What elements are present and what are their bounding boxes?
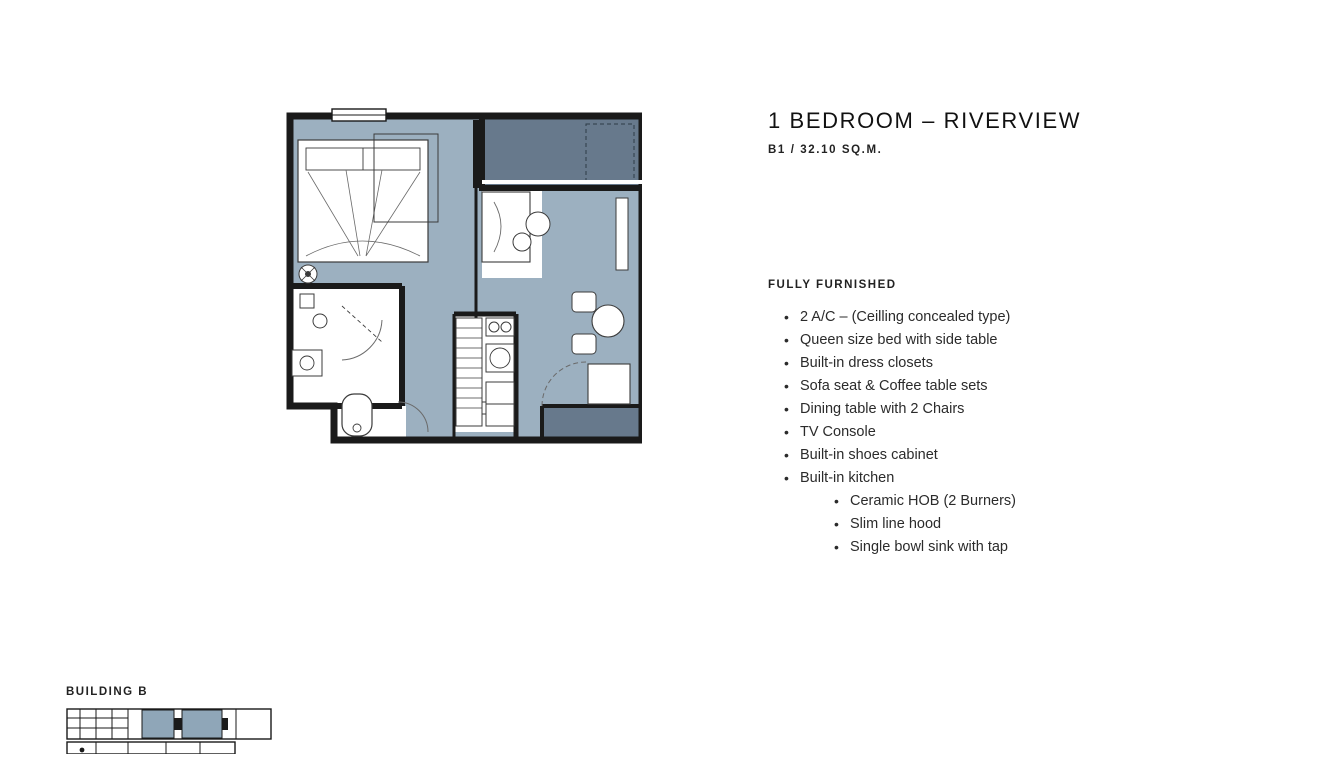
sub-list-item: • Single bowl sink with tap: [822, 536, 1292, 559]
unit-subtitle: B1 / 32.10 SQ.M.: [768, 144, 883, 156]
building-key-plan: [66, 708, 272, 754]
kitchen-sub-list: [822, 490, 1292, 559]
sofa-seat: [588, 364, 630, 404]
list-item: • 2 A/C – (Ceilling concealed type): [772, 306, 1292, 329]
keyplan-unit-highlight-2: [182, 710, 222, 738]
floor-plan-drawing: [286, 106, 642, 446]
dining-chair-1: [572, 292, 596, 312]
bedroom-furniture: [298, 134, 438, 283]
keyplan-unit-highlight-1: [142, 710, 174, 738]
wardrobe-outline: [482, 192, 530, 262]
list-item: • Sofa seat & Coffee table sets: [772, 375, 1292, 398]
list-item: • Queen size bed with side table: [772, 329, 1292, 352]
tv-console: [616, 198, 628, 270]
list-item: [772, 467, 1292, 559]
vanity-counter: [292, 350, 322, 376]
balcony-fill: [482, 116, 642, 188]
list-item: • Built-in dress closets: [772, 352, 1292, 375]
page-title: 1 BEDROOM – RIVERVIEW: [768, 108, 1082, 133]
keyplan-core-2: [222, 718, 228, 730]
unit-info-panel: [768, 108, 1288, 156]
list-item-label: Built-in kitchen: [800, 470, 895, 486]
kitchen-counter: [456, 318, 482, 426]
dining-table: [592, 305, 624, 337]
lamp-round: [513, 233, 531, 251]
key-plan-drawing: [66, 708, 272, 754]
ceramic-hob: [486, 318, 514, 336]
furnishing-list: [772, 306, 1292, 559]
list-item: • TV Console: [772, 421, 1292, 444]
list-item: • Built-in shoes cabinet: [772, 444, 1292, 467]
keyplan-core-1: [174, 718, 182, 730]
top-window: [332, 109, 386, 121]
bathtub: [342, 394, 372, 436]
floor-plan: [286, 106, 642, 446]
furnishing-heading: FULLY FURNISHED: [768, 279, 897, 291]
bathroom-fill: [290, 286, 402, 406]
dining-chair-2: [572, 334, 596, 354]
list-item: • Dining table with 2 Chairs: [772, 398, 1292, 421]
keyplan-lower-strip: [67, 742, 235, 754]
keyplan-heading: BUILDING B: [66, 686, 149, 698]
keyplan-marker: [80, 748, 85, 753]
side-table-round: [526, 212, 550, 236]
sub-list-item: • Slim line hood: [822, 513, 1292, 536]
lower-balcony-fill: [542, 406, 642, 440]
sub-list-item: • Ceramic HOB (2 Burners): [822, 490, 1292, 513]
